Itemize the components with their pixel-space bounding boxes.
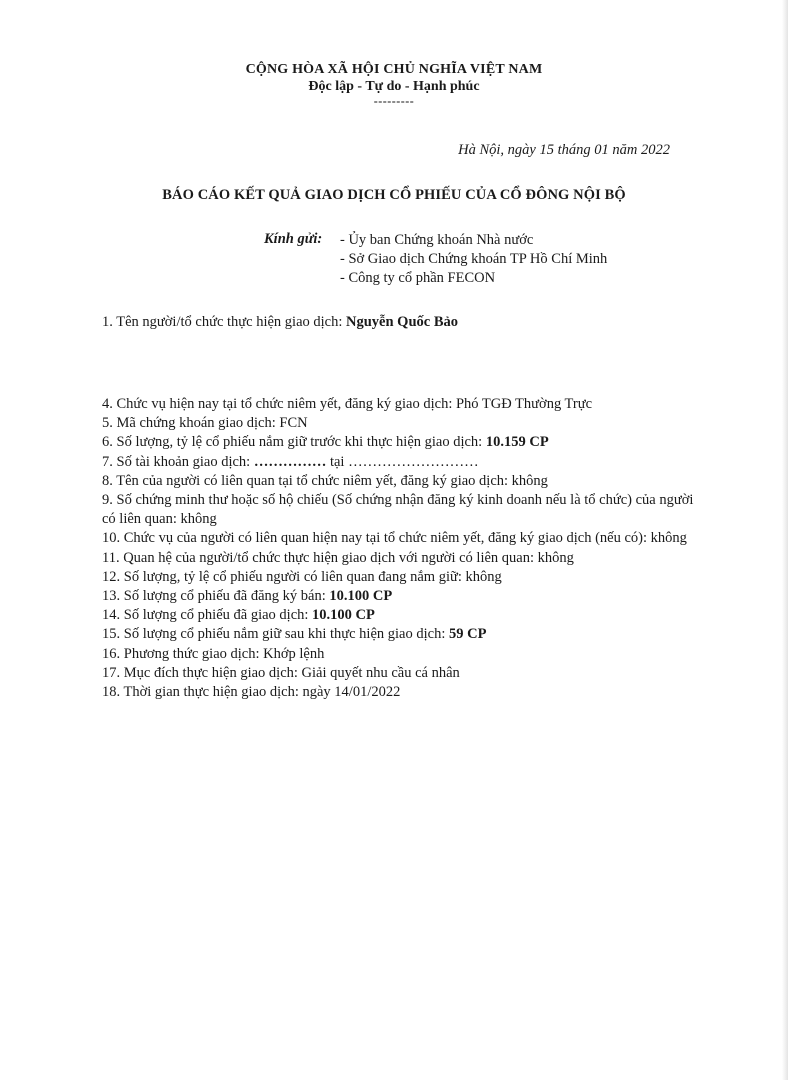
- document-date: Hà Nội, ngày 15 tháng 01 năm 2022: [458, 142, 670, 158]
- recipient-item: - Công ty cổ phần FECON: [340, 270, 496, 286]
- report-item-18: [102, 683, 702, 702]
- item-suffix: tại ………………………: [326, 453, 479, 470]
- report-item-8: [102, 472, 702, 491]
- report-item-17: [102, 664, 702, 683]
- item-text: 8. Tên của người có liên quan tại tổ chức niêm yết, đăng ký giao dịch: không: [102, 472, 548, 489]
- national-motto: Độc lập - Tự do - Hạnh phúc: [308, 79, 480, 94]
- item-text: 6. Số lượng, tỷ lệ cổ phiếu nắm giữ trước khi thực hiện giao dịch:: [102, 434, 486, 451]
- item-value: 10.100 CP: [312, 607, 375, 624]
- item-text: 11. Quan hệ của người/tổ chức thực hiện giao dịch với người có liên quan: không: [102, 549, 574, 566]
- item-value: 59 CP: [448, 626, 487, 643]
- national-title: CỘNG HÒA XÃ HỘI CHỦ NGHĨA VIỆT NAM: [245, 62, 543, 77]
- item-text: 18. Thời gian thực hiện giao dịch: ngày 14/01/2022: [102, 684, 401, 701]
- report-item-9: [102, 491, 702, 529]
- report-item-6: [102, 433, 702, 452]
- recipient-item: - Ủy ban Chứng khoán Nhà nước: [340, 232, 534, 248]
- report-item-12: [102, 568, 702, 587]
- item-text: 4. Chức vụ hiện nay tại tổ chức niêm yết, đăng ký giao dịch: Phó TGĐ Thường Trực: [102, 396, 593, 412]
- header-separator: ---------: [373, 94, 415, 108]
- item-value: ……………: [253, 453, 327, 470]
- item-text: 1. Tên người/tổ chức thực hiện giao dịch:: [102, 314, 346, 330]
- item-text: 12. Số lượng, tỷ lệ cổ phiếu người có liên quan đang nắm giữ: không: [102, 568, 502, 585]
- item-text: 13. Số lượng cổ phiếu đã đăng ký bán:: [102, 588, 330, 605]
- item-value: 10.100 CP: [329, 588, 393, 605]
- report-item-14: [102, 606, 702, 625]
- item-text: 15. Số lượng cổ phiếu nắm giữ sau khi thực hiện giao dịch:: [102, 626, 449, 643]
- item-text: 7. Số tài khoản giao dịch:: [102, 453, 254, 470]
- item-text: 14. Số lượng cổ phiếu đã giao dịch:: [102, 607, 313, 624]
- report-item-1: [102, 314, 458, 331]
- item-text: 9. Số chứng minh thư hoặc số hộ chiếu (Số chứng nhận đăng ký kinh doanh nếu là tổ chức) của người có liên quan: không: [102, 492, 694, 528]
- report-item-5: [102, 414, 702, 433]
- report-item-7: [102, 453, 702, 472]
- item-value: Nguyễn Quốc Bảo: [346, 314, 458, 330]
- report-item-11: [102, 549, 702, 568]
- report-items: [102, 395, 702, 702]
- recipients-label: Kính gửi:: [264, 231, 323, 247]
- item-text: 16. Phương thức giao dịch: Khớp lệnh: [102, 645, 325, 662]
- item-text: 17. Mục đích thực hiện giao dịch: Giải quyết nhu cầu cá nhân: [102, 664, 460, 681]
- report-title: BÁO CÁO KẾT QUẢ GIAO DỊCH CỔ PHIẾU CỦA CỔ ĐÔNG NỘI BỘ: [162, 187, 626, 203]
- item-text: 5. Mã chứng khoán giao dịch: FCN: [102, 415, 308, 432]
- page-edge-shadow: [782, 0, 788, 1080]
- report-item-13: [102, 587, 702, 606]
- report-item-4: [102, 395, 702, 414]
- document-header: [0, 61, 788, 107]
- recipient-item: - Sở Giao dịch Chứng khoán TP Hồ Chí Minh: [340, 251, 608, 267]
- item-value: 10.159 CP: [485, 434, 549, 451]
- report-item-16: [102, 645, 702, 664]
- recipients-list: [340, 231, 607, 288]
- report-item-10: [102, 529, 702, 548]
- report-item-15: [102, 625, 702, 644]
- item-text: 10. Chức vụ của người có liên quan hiện nay tại tổ chức niêm yết, đăng ký giao dịch (nếu có): không: [102, 530, 687, 547]
